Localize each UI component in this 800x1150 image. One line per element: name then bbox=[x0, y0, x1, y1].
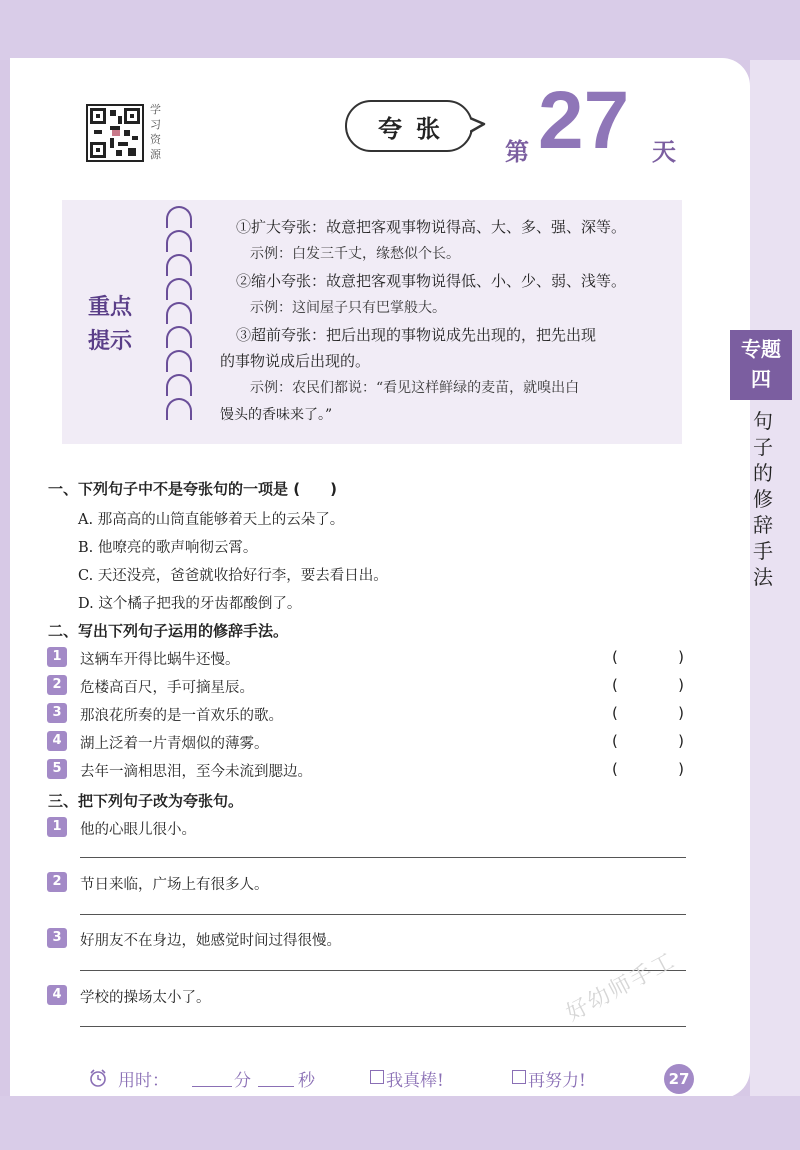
ring-icon bbox=[166, 350, 192, 372]
tip-line: ②缩小夸张：故意把客观事物说得低、小、少、弱、浅等。 bbox=[236, 272, 627, 290]
qr-code-icon[interactable] bbox=[86, 104, 144, 162]
answer-line[interactable] bbox=[80, 1026, 686, 1027]
option-c[interactable]: C. 天还没亮，爸爸就收拾好行李，要去看日出。 bbox=[78, 568, 388, 584]
question-text: 好朋友不在身边，她感觉时间过得很慢。 bbox=[80, 933, 341, 949]
answer-line[interactable] bbox=[80, 914, 686, 915]
question-number: 1 bbox=[47, 817, 67, 837]
option-d[interactable]: D. 这个橘子把我的牙齿都酸倒了。 bbox=[78, 596, 302, 612]
tip-line: ①扩大夸张：故意把客观事物说得高、大、多、强、深等。 bbox=[236, 218, 627, 236]
watermark: 好幼师手工 bbox=[562, 948, 681, 1027]
question-number: 1 bbox=[47, 647, 67, 667]
great-checkbox[interactable] bbox=[370, 1070, 384, 1084]
tip-line: 馒头的香味来了。” bbox=[220, 407, 333, 423]
day-prefix: 第 bbox=[505, 137, 529, 166]
key-points-text bbox=[220, 214, 680, 428]
page-number: 27 bbox=[664, 1064, 694, 1094]
try-again-checkbox[interactable] bbox=[512, 1070, 526, 1084]
section3-title: 三、把下列句子改为夸张句。 bbox=[48, 792, 244, 810]
section2-title: 二、写出下列句子运用的修辞手法。 bbox=[48, 622, 289, 640]
question-number: 4 bbox=[47, 731, 67, 751]
answer-line[interactable] bbox=[80, 857, 686, 858]
question-text: 那浪花所奏的是一首欢乐的歌。 bbox=[80, 708, 283, 724]
chapter-title-vertical: 句子的修辞手法 bbox=[753, 409, 773, 589]
alarm-clock-icon bbox=[88, 1068, 108, 1088]
binder-rings bbox=[166, 206, 194, 436]
tip-line: 的事物说成后出现的。 bbox=[220, 352, 371, 370]
great-label: 我真棒! bbox=[386, 1071, 444, 1091]
question-number: 3 bbox=[47, 703, 67, 723]
tip-line: ③超前夸张：把后出现的事物说成先出现的，把先出现 bbox=[236, 326, 597, 344]
tip-example: 示例：这间屋子只有巴掌般大。 bbox=[250, 300, 446, 316]
try-again-label: 再努力! bbox=[528, 1071, 586, 1091]
question-number: 4 bbox=[47, 985, 67, 1005]
chapter-tab[interactable]: 专题 四 bbox=[730, 330, 792, 400]
minutes-blank[interactable] bbox=[192, 1086, 232, 1087]
answer-blank[interactable]: ( ) bbox=[612, 704, 684, 722]
tip-example: 示例：农民们都说：“看见这样鲜绿的麦苗，就嗅出白 bbox=[250, 380, 580, 396]
qr-label: 学习资源 bbox=[150, 103, 161, 161]
answer-blank[interactable]: ( ) bbox=[612, 732, 684, 750]
question-text: 去年一滴相思泪，至今未流到腮边。 bbox=[80, 764, 312, 780]
answer-blank[interactable]: ( ) bbox=[612, 676, 684, 694]
footer-timer bbox=[88, 1064, 708, 1094]
ring-icon bbox=[166, 254, 192, 276]
day-number: 27 bbox=[538, 75, 630, 166]
ring-icon bbox=[166, 302, 192, 324]
option-b[interactable]: B. 他嘹亮的歌声响彻云霄。 bbox=[78, 540, 258, 556]
question-number: 2 bbox=[47, 675, 67, 695]
question-text: 这辆车开得比蜗牛还慢。 bbox=[80, 652, 240, 668]
ring-icon bbox=[166, 230, 192, 252]
question-text: 湖上泛着一片青烟似的薄雾。 bbox=[80, 736, 269, 752]
question-number: 5 bbox=[47, 759, 67, 779]
question-text: 学校的操场太小了。 bbox=[80, 990, 211, 1006]
ring-icon bbox=[166, 374, 192, 396]
tip-example: 示例：白发三千丈，缘愁似个长。 bbox=[250, 246, 460, 262]
second-label: 秒 bbox=[298, 1071, 315, 1091]
ring-icon bbox=[166, 278, 192, 300]
question-text: 节日来临，广场上有很多人。 bbox=[80, 877, 269, 893]
ring-icon bbox=[166, 398, 192, 420]
minute-label: 分 bbox=[234, 1071, 251, 1091]
answer-line[interactable] bbox=[80, 970, 686, 971]
day-suffix: 天 bbox=[652, 137, 676, 166]
ring-icon bbox=[166, 326, 192, 348]
option-a[interactable]: A. 那高高的山筒直能够着天上的云朵了。 bbox=[78, 512, 345, 528]
ring-icon bbox=[166, 206, 192, 228]
answer-blank[interactable]: ( ) bbox=[612, 760, 684, 778]
answer-blank[interactable]: ( ) bbox=[612, 648, 684, 666]
bottom-band bbox=[0, 1096, 800, 1150]
question-text: 他的心眼儿很小。 bbox=[80, 822, 196, 838]
question-number: 2 bbox=[47, 872, 67, 892]
key-points-label: 重点 提示 bbox=[87, 294, 132, 354]
top-band bbox=[0, 0, 800, 60]
topic-title: 夸张 bbox=[345, 100, 473, 152]
question-text: 危楼高百尺，手可摘星辰。 bbox=[80, 680, 254, 696]
section1-title: 一、下列句子中不是夸张句的一项是 ( ) bbox=[48, 480, 337, 498]
question-number: 3 bbox=[47, 928, 67, 948]
seconds-blank[interactable] bbox=[258, 1086, 294, 1087]
speech-tail-icon bbox=[470, 116, 486, 134]
time-label: 用时： bbox=[118, 1071, 169, 1091]
